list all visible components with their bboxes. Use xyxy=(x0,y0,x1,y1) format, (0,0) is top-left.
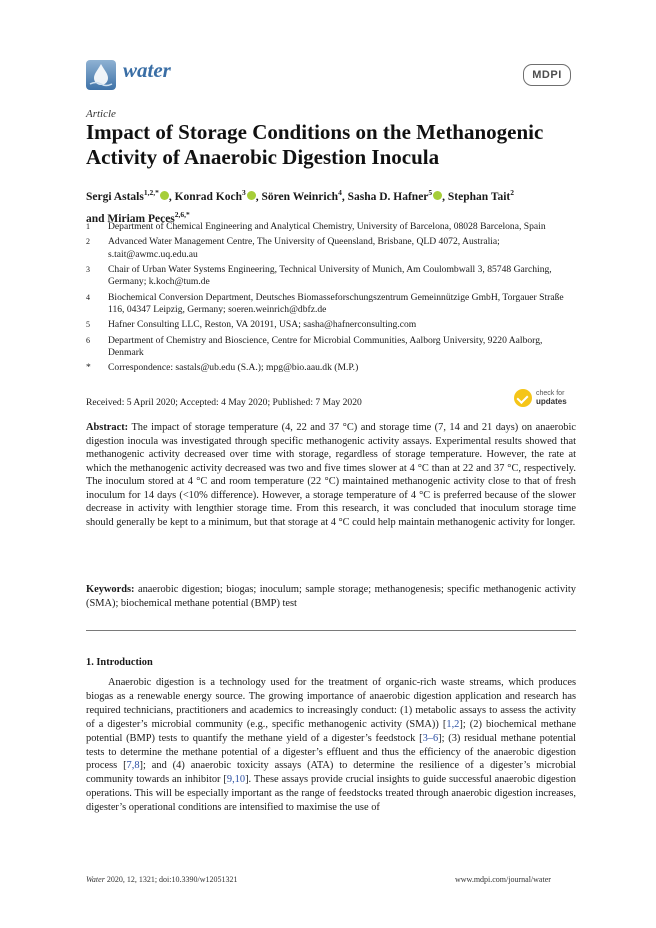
author-name: and Miriam Peces xyxy=(86,212,175,225)
paragraph-text: ]; (3) residual methane potential tests to determine the methane potential of a digester’s effluent and thus the efficiency of the anaerobic digestion process [ xyxy=(86,732,576,772)
footer-citation xyxy=(86,875,238,884)
citation-link[interactable]: 1,2 xyxy=(446,718,460,730)
section-divider xyxy=(86,630,576,631)
affiliation-text: Biochemical Conversion Department, Deutsches Biomasseforschungszentrum Gemeinnützige GmbH, Torgauer Straße 116, 04347 Leipzig, Germany; soeren.weinrich@dbfz.de xyxy=(108,291,564,315)
affiliation-item xyxy=(86,362,576,374)
affiliation-number: 2 xyxy=(86,237,90,247)
affiliation-item xyxy=(86,335,576,359)
affiliation-text: Department of Chemistry and Bioscience, Centre for Microbial Communities, Aalborg University, 9220 Aalborg, Denmark xyxy=(108,334,543,358)
orcid-icon[interactable] xyxy=(247,191,256,200)
citation-link[interactable]: 7,8 xyxy=(126,760,140,772)
paragraph-text: ]; (2) biochemical methane potential (BMP) tests to quantify the methane yield of a digester’s feedstock [ xyxy=(86,718,576,744)
author-separator: , xyxy=(168,190,175,203)
journal-logo-icon xyxy=(86,60,116,90)
publisher-logo[interactable]: MDPI xyxy=(523,64,571,86)
corresponding-author-marker: * xyxy=(186,209,190,219)
abstract xyxy=(86,421,576,529)
author-affiliation-marker: 5 xyxy=(428,188,433,197)
affiliation-item xyxy=(86,264,576,288)
affiliation-number: 3 xyxy=(86,264,90,274)
check-updates-line1: check for xyxy=(536,389,565,397)
publication-dates: Received: 5 April 2020; Accepted: 4 May 2020; Published: 7 May 2020 xyxy=(86,397,362,408)
keywords-label: Keywords: xyxy=(86,584,135,595)
affiliation-item xyxy=(86,236,576,260)
paragraph-text: ]; and (4) anaerobic toxicity assays (ATA) to determine the resilience of a digester’s microbial community towards an inhibitor [ xyxy=(86,760,576,786)
paragraph-text: Anaerobic digestion is a technology used for the treatment of organic-rich waste streams, which produces biogas as a renewable energy source. The growing importance of anaerobic digestion application and research has required technicians, practitioners and academics to increasingly conduct: (1) metabolic assays to assess the activity of a digester’s microbial community (e.g., specific methanogenic activity (SMA)) [ xyxy=(86,677,576,730)
author-affiliation-marker: 2,6, xyxy=(174,209,187,219)
paragraph-text: ]. These assays provide crucial insights to guide successful anaerobic digestion operations. This will be especially important as the range of feedstocks treated through anaerobic digestion increases, digester’s operational conditions are intensified to maximise the use of xyxy=(86,774,576,814)
affiliation-number: 1 xyxy=(86,222,90,231)
author-name: Sergi Astals xyxy=(86,190,144,203)
article-type: Article xyxy=(86,108,116,120)
author-name: Konrad Koch xyxy=(174,190,242,203)
author-affiliation-marker: 2 xyxy=(510,188,514,197)
author-name: Sören Weinrich xyxy=(261,190,339,203)
author-name: Stephan Tait xyxy=(447,190,511,203)
footer-citation-text: 2020, 12, 1321; doi:10.3390/w12051321 xyxy=(104,875,238,884)
orcid-icon[interactable] xyxy=(433,191,442,200)
corresponding-author-marker: * xyxy=(155,188,159,197)
journal-name[interactable]: water xyxy=(123,58,171,82)
affiliation-text: Hafner Consulting LLC, Reston, VA 20191, USA; sasha@hafnerconsulting.com xyxy=(108,319,417,331)
author-affiliation-marker: 4 xyxy=(338,188,342,197)
affiliation-item xyxy=(86,319,576,331)
affiliation-number: 6 xyxy=(86,335,90,345)
affiliation-number: * xyxy=(86,362,91,374)
author-name: Sasha D. Hafner xyxy=(347,190,429,203)
affiliation-text: Advanced Water Management Centre, The University of Queensland, Brisbane, QLD 4072, Australia; s.tait@awmc.uq.edu.au xyxy=(108,236,500,260)
check-for-updates-button[interactable] xyxy=(514,389,567,407)
author-separator: , xyxy=(255,190,262,203)
water-drop-icon xyxy=(86,60,116,90)
article-title: Impact of Storage Conditions on the Methanogenic Activity of Anaerobic Digestion Inocula xyxy=(86,120,544,169)
affiliation-number: 5 xyxy=(86,320,90,330)
orcid-icon[interactable] xyxy=(160,191,169,200)
affiliation-item xyxy=(86,292,576,316)
affiliation-item xyxy=(86,221,576,233)
keywords xyxy=(86,583,576,610)
keywords-text: anaerobic digestion; biogas; inoculum; sample storage; methanogenesis; specific methanogenic activity (SMA); biochemical methane potential (BMP) test xyxy=(86,584,576,609)
author-separator: , xyxy=(442,190,448,203)
introduction-paragraph xyxy=(86,676,576,815)
author-affiliation-marker: 3 xyxy=(242,188,246,197)
author-separator: , xyxy=(341,190,348,203)
affiliation-text: Chair of Urban Water Systems Engineering, Technical University of Munich, Am Coulombwall 3, 85748 Garching, Germany; k.koch@tum.de xyxy=(108,263,552,288)
section-heading: 1. Introduction xyxy=(86,657,153,668)
check-updates-line2: updates xyxy=(536,396,567,406)
affiliation-list xyxy=(86,221,576,378)
footer-url[interactable]: www.mdpi.com/journal/water xyxy=(455,875,551,884)
checkmark-icon xyxy=(514,389,532,407)
footer-journal: Water xyxy=(86,875,105,884)
author-affiliation-marker: 1,2, xyxy=(143,188,156,197)
abstract-text: The impact of storage temperature (4, 22 and 37 °C) and storage time (7, 14 and 21 days) on anaerobic digestion inocula was investigated through specific methanogenic activity assays. Experimental results showed that methanogenic activity decreased over time with storage, regardless of storage temperature. However, the rate at which the methanogenic activity decreased was two and five times slower at 4 °C than at 22 and 37 °C, respectively. The inoculum stored at 4 °C and room temperature (22 °C) maintained methanogenic activity close to that of fresh inoculum for 14 days (<10% difference). However, a storage temperature of 4 °C is preferred because of the slower decrease in activity with lengthier storage time. From this research, it was concluded that inoculum storage time should generally be kept to a minimum, but that storage at 4 °C could help maintain methanogenic activity for longer. xyxy=(86,422,576,528)
citation-link[interactable]: 3–6 xyxy=(422,732,439,744)
affiliation-text: Department of Chemical Engineering and Analytical Chemistry, University of Barcelona, 08028 Barcelona, Spain xyxy=(108,221,546,232)
abstract-label: Abstract: xyxy=(86,422,129,433)
affiliation-number: 4 xyxy=(86,292,90,302)
citation-link[interactable]: 9,10 xyxy=(226,774,246,786)
affiliation-text: Correspondence: sastals@ub.edu (S.A.); mpg@bio.aau.dk (M.P.) xyxy=(108,362,359,374)
